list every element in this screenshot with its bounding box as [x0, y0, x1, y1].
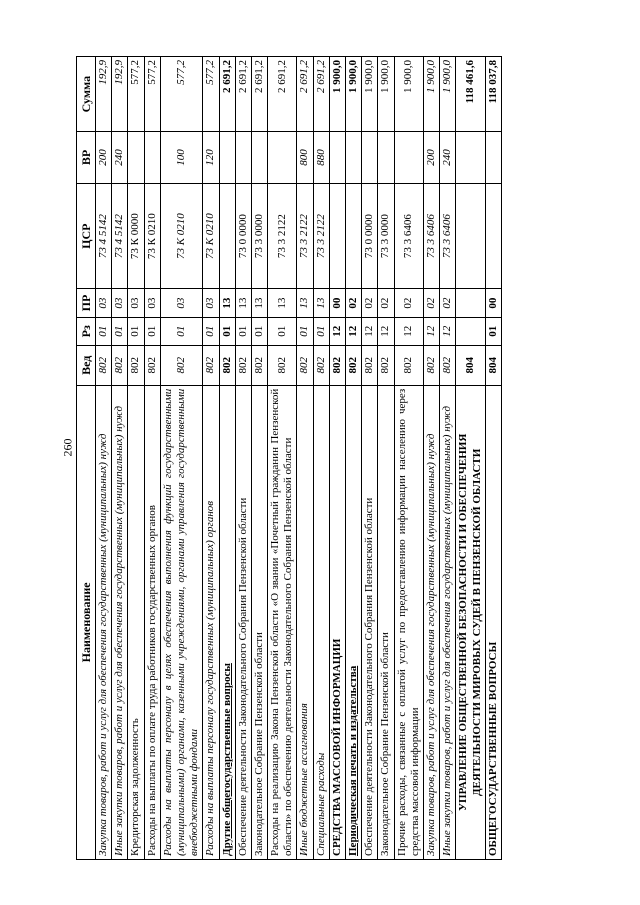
budget-table-container — [76, 56, 602, 860]
table-row — [96, 57, 112, 860]
row-ved: 802 — [96, 345, 112, 385]
row-sum: 1 900,0 — [362, 57, 378, 132]
table-row — [160, 57, 203, 860]
row-sum: 1 900,0 — [378, 57, 394, 132]
row-name: ОБЩЕГОСУДАРСТВЕННЫЕ ВОПРОСЫ — [485, 385, 501, 859]
header-name: Наименование — [77, 385, 96, 859]
row-sum: 2 691,2 — [235, 57, 251, 132]
row-rz: 01 — [268, 317, 297, 345]
budget-table — [76, 56, 502, 860]
row-csr: 73 0 0000 — [362, 183, 378, 289]
row-rz: 01 — [144, 317, 160, 345]
row-ved: 802 — [268, 345, 297, 385]
row-sum: 2 691,2 — [251, 57, 267, 132]
row-vr — [362, 132, 378, 184]
row-sum: 577,2 — [160, 57, 203, 132]
row-ved: 802 — [346, 345, 362, 385]
row-name: Обеспечение деятельности Законодательного Собрания Пензенской области — [362, 385, 378, 859]
row-rz: 01 — [128, 317, 144, 345]
row-name: Другие общегосударственные вопросы — [219, 385, 235, 859]
row-name: СРЕДСТВА МАССОВОЙ ИНФОРМАЦИИ — [329, 385, 345, 859]
row-rz: 12 — [423, 317, 439, 345]
row-ved: 802 — [251, 345, 267, 385]
row-sum: 577,2 — [144, 57, 160, 132]
row-csr — [219, 183, 235, 289]
row-rz: 01 — [203, 317, 219, 345]
row-vr: 200 — [96, 132, 112, 184]
row-vr — [456, 132, 485, 184]
row-sum: 2 691,2 — [313, 57, 329, 132]
row-name: Законодательное Собрание Пензенской области — [251, 385, 267, 859]
row-pr: 13 — [235, 289, 251, 317]
row-rz: 12 — [329, 317, 345, 345]
row-pr: 13 — [268, 289, 297, 317]
table-row — [329, 57, 345, 860]
row-rz: 01 — [485, 317, 501, 345]
row-csr: 73 3 2122 — [268, 183, 297, 289]
row-pr: 02 — [378, 289, 394, 317]
row-ved: 802 — [297, 345, 313, 385]
row-name: УПРАВЛЕНИЕ ОБЩЕСТВЕННОЙ БЕЗОПАСНОСТИ И ОБЕСПЕЧЕНИЯ ДЕЯТЕЛЬНОСТИ МИРОВЫХ СУДЕЙ В ПЕНЗЕНСКОЙ ОБЛАСТИ — [456, 385, 485, 859]
header-ved: Вед — [77, 345, 96, 385]
row-rz: 01 — [251, 317, 267, 345]
row-csr: 73 К 0210 — [160, 183, 203, 289]
row-name: Расходы на реализацию Закона Пензенской области «О звании «Почетный гражданин Пензенской области» по обеспечению деятельности Законодательного Собрания Пензенской области — [268, 385, 297, 859]
row-vr — [394, 132, 423, 184]
row-sum: 2 691,2 — [297, 57, 313, 132]
row-ved: 802 — [440, 345, 456, 385]
row-name: Иные закупки товаров, работ и услуг для обеспечения государственных (муниципальных) нужд — [112, 385, 128, 859]
row-pr: 03 — [96, 289, 112, 317]
row-vr: 200 — [423, 132, 439, 184]
row-csr: 73 4 5142 — [112, 183, 128, 289]
row-pr: 13 — [297, 289, 313, 317]
row-csr — [485, 183, 501, 289]
table-row — [394, 57, 423, 860]
header-csr: ЦСР — [77, 183, 96, 289]
row-pr: 13 — [219, 289, 235, 317]
row-pr: 03 — [112, 289, 128, 317]
row-vr — [235, 132, 251, 184]
row-csr: 73 3 6406 — [423, 183, 439, 289]
row-csr: 73 К 0210 — [203, 183, 219, 289]
table-row — [313, 57, 329, 860]
row-name: Закупка товаров, работ и услуг для обеспечения государственных (муниципальных) нужд — [96, 385, 112, 859]
row-rz: 01 — [219, 317, 235, 345]
row-ved: 802 — [144, 345, 160, 385]
table-header-row — [77, 57, 96, 860]
row-sum: 577,2 — [128, 57, 144, 132]
row-ved: 802 — [394, 345, 423, 385]
row-csr — [456, 183, 485, 289]
header-rz: Рз — [77, 317, 96, 345]
row-vr: 880 — [313, 132, 329, 184]
table-row — [251, 57, 267, 860]
row-rz: 12 — [394, 317, 423, 345]
table-row — [378, 57, 394, 860]
row-rz: 01 — [313, 317, 329, 345]
row-ved: 802 — [423, 345, 439, 385]
table-row — [456, 57, 485, 860]
row-ved: 804 — [456, 345, 485, 385]
row-ved: 802 — [203, 345, 219, 385]
row-ved: 802 — [128, 345, 144, 385]
table-row — [423, 57, 439, 860]
row-sum: 192,9 — [96, 57, 112, 132]
row-csr: 73 3 6406 — [394, 183, 423, 289]
table-row — [219, 57, 235, 860]
row-vr: 240 — [112, 132, 128, 184]
row-rz: 12 — [440, 317, 456, 345]
row-sum: 118 037,8 — [485, 57, 501, 132]
row-pr: 13 — [251, 289, 267, 317]
row-vr: 100 — [160, 132, 203, 184]
row-sum: 192,9 — [112, 57, 128, 132]
row-vr: 240 — [440, 132, 456, 184]
row-vr — [346, 132, 362, 184]
row-name: Расходы на выплаты персоналу в целях обеспечения выполнения функций государственными (муниципальными) органами, казенными учреждениями, органами управления государственными внебюджетными фондами — [160, 385, 203, 859]
row-pr: 00 — [485, 289, 501, 317]
row-vr: 800 — [297, 132, 313, 184]
row-sum: 1 900,0 — [440, 57, 456, 132]
row-pr: 03 — [203, 289, 219, 317]
row-pr: 02 — [346, 289, 362, 317]
row-name: Законодательное Собрание Пензенской области — [378, 385, 394, 859]
page-number: 260 — [60, 438, 75, 457]
row-vr — [251, 132, 267, 184]
row-rz: 01 — [112, 317, 128, 345]
row-rz: 12 — [346, 317, 362, 345]
row-ved: 802 — [219, 345, 235, 385]
row-name: Периодическая печать и издательства — [346, 385, 362, 859]
row-vr — [144, 132, 160, 184]
row-ved: 802 — [112, 345, 128, 385]
row-ved: 802 — [160, 345, 203, 385]
row-sum: 1 900,0 — [329, 57, 345, 132]
header-vr: ВР — [77, 132, 96, 184]
row-pr — [456, 289, 485, 317]
row-sum: 2 691,2 — [268, 57, 297, 132]
row-ved: 802 — [313, 345, 329, 385]
table-row — [144, 57, 160, 860]
row-pr: 13 — [313, 289, 329, 317]
row-vr — [378, 132, 394, 184]
row-csr: 73 3 2122 — [297, 183, 313, 289]
header-pr: ПР — [77, 289, 96, 317]
row-csr — [329, 183, 345, 289]
row-ved: 802 — [235, 345, 251, 385]
table-row — [440, 57, 456, 860]
row-ved: 802 — [329, 345, 345, 385]
row-csr: 73 3 2122 — [313, 183, 329, 289]
row-csr: 73 0 0000 — [235, 183, 251, 289]
row-vr — [268, 132, 297, 184]
table-row — [485, 57, 501, 860]
row-ved: 802 — [378, 345, 394, 385]
row-pr: 03 — [144, 289, 160, 317]
row-vr — [128, 132, 144, 184]
row-name: Кредиторская задолженность — [128, 385, 144, 859]
table-row — [268, 57, 297, 860]
table-body — [96, 57, 502, 860]
row-rz — [456, 317, 485, 345]
row-csr — [346, 183, 362, 289]
row-pr: 02 — [423, 289, 439, 317]
row-name: Обеспечение деятельности Законодательного Собрания Пензенской области — [235, 385, 251, 859]
row-csr: 73 3 0000 — [251, 183, 267, 289]
row-sum: 2 691,2 — [219, 57, 235, 132]
row-sum: 118 461,6 — [456, 57, 485, 132]
table-row — [362, 57, 378, 860]
row-rz: 01 — [96, 317, 112, 345]
row-rz: 01 — [235, 317, 251, 345]
row-name: Расходы на выплаты персоналу государственных (муниципальных) органов — [203, 385, 219, 859]
table-row — [128, 57, 144, 860]
row-pr: 02 — [394, 289, 423, 317]
row-rz: 12 — [378, 317, 394, 345]
row-ved: 804 — [485, 345, 501, 385]
row-name: Иные бюджетные ассигнования — [297, 385, 313, 859]
table-row — [235, 57, 251, 860]
row-name: Закупка товаров, работ и услуг для обеспечения государственных (муниципальных) нужд — [423, 385, 439, 859]
row-pr: 03 — [128, 289, 144, 317]
table-row — [346, 57, 362, 860]
row-name: Расходы на выплаты по оплате труда работников государственных органов — [144, 385, 160, 859]
row-pr: 02 — [440, 289, 456, 317]
row-rz: 01 — [297, 317, 313, 345]
row-sum: 1 900,0 — [423, 57, 439, 132]
row-rz: 01 — [160, 317, 203, 345]
row-csr: 73 4 5142 — [96, 183, 112, 289]
table-row — [203, 57, 219, 860]
row-pr: 02 — [362, 289, 378, 317]
row-name: Специальные расходы — [313, 385, 329, 859]
rotated-page — [76, 56, 602, 860]
row-csr: 73 К 0000 — [128, 183, 144, 289]
row-sum: 577,2 — [203, 57, 219, 132]
table-row — [297, 57, 313, 860]
row-vr — [219, 132, 235, 184]
row-csr: 73 3 0000 — [378, 183, 394, 289]
row-name: Иные закупки товаров, работ и услуг для обеспечения государственных (муниципальных) нужд — [440, 385, 456, 859]
row-vr — [329, 132, 345, 184]
row-csr: 73 К 0210 — [144, 183, 160, 289]
row-vr: 120 — [203, 132, 219, 184]
row-pr: 03 — [160, 289, 203, 317]
row-sum: 1 900,0 — [346, 57, 362, 132]
table-row — [112, 57, 128, 860]
header-sum: Сумма — [77, 57, 96, 132]
row-vr — [485, 132, 501, 184]
row-csr: 73 3 6406 — [440, 183, 456, 289]
row-ved: 802 — [362, 345, 378, 385]
row-pr: 00 — [329, 289, 345, 317]
row-rz: 12 — [362, 317, 378, 345]
row-name: Прочие расходы, связанные с оплатой услуг по предоставлению информации населению через средства массовой информации — [394, 385, 423, 859]
row-sum: 1 900,0 — [394, 57, 423, 132]
